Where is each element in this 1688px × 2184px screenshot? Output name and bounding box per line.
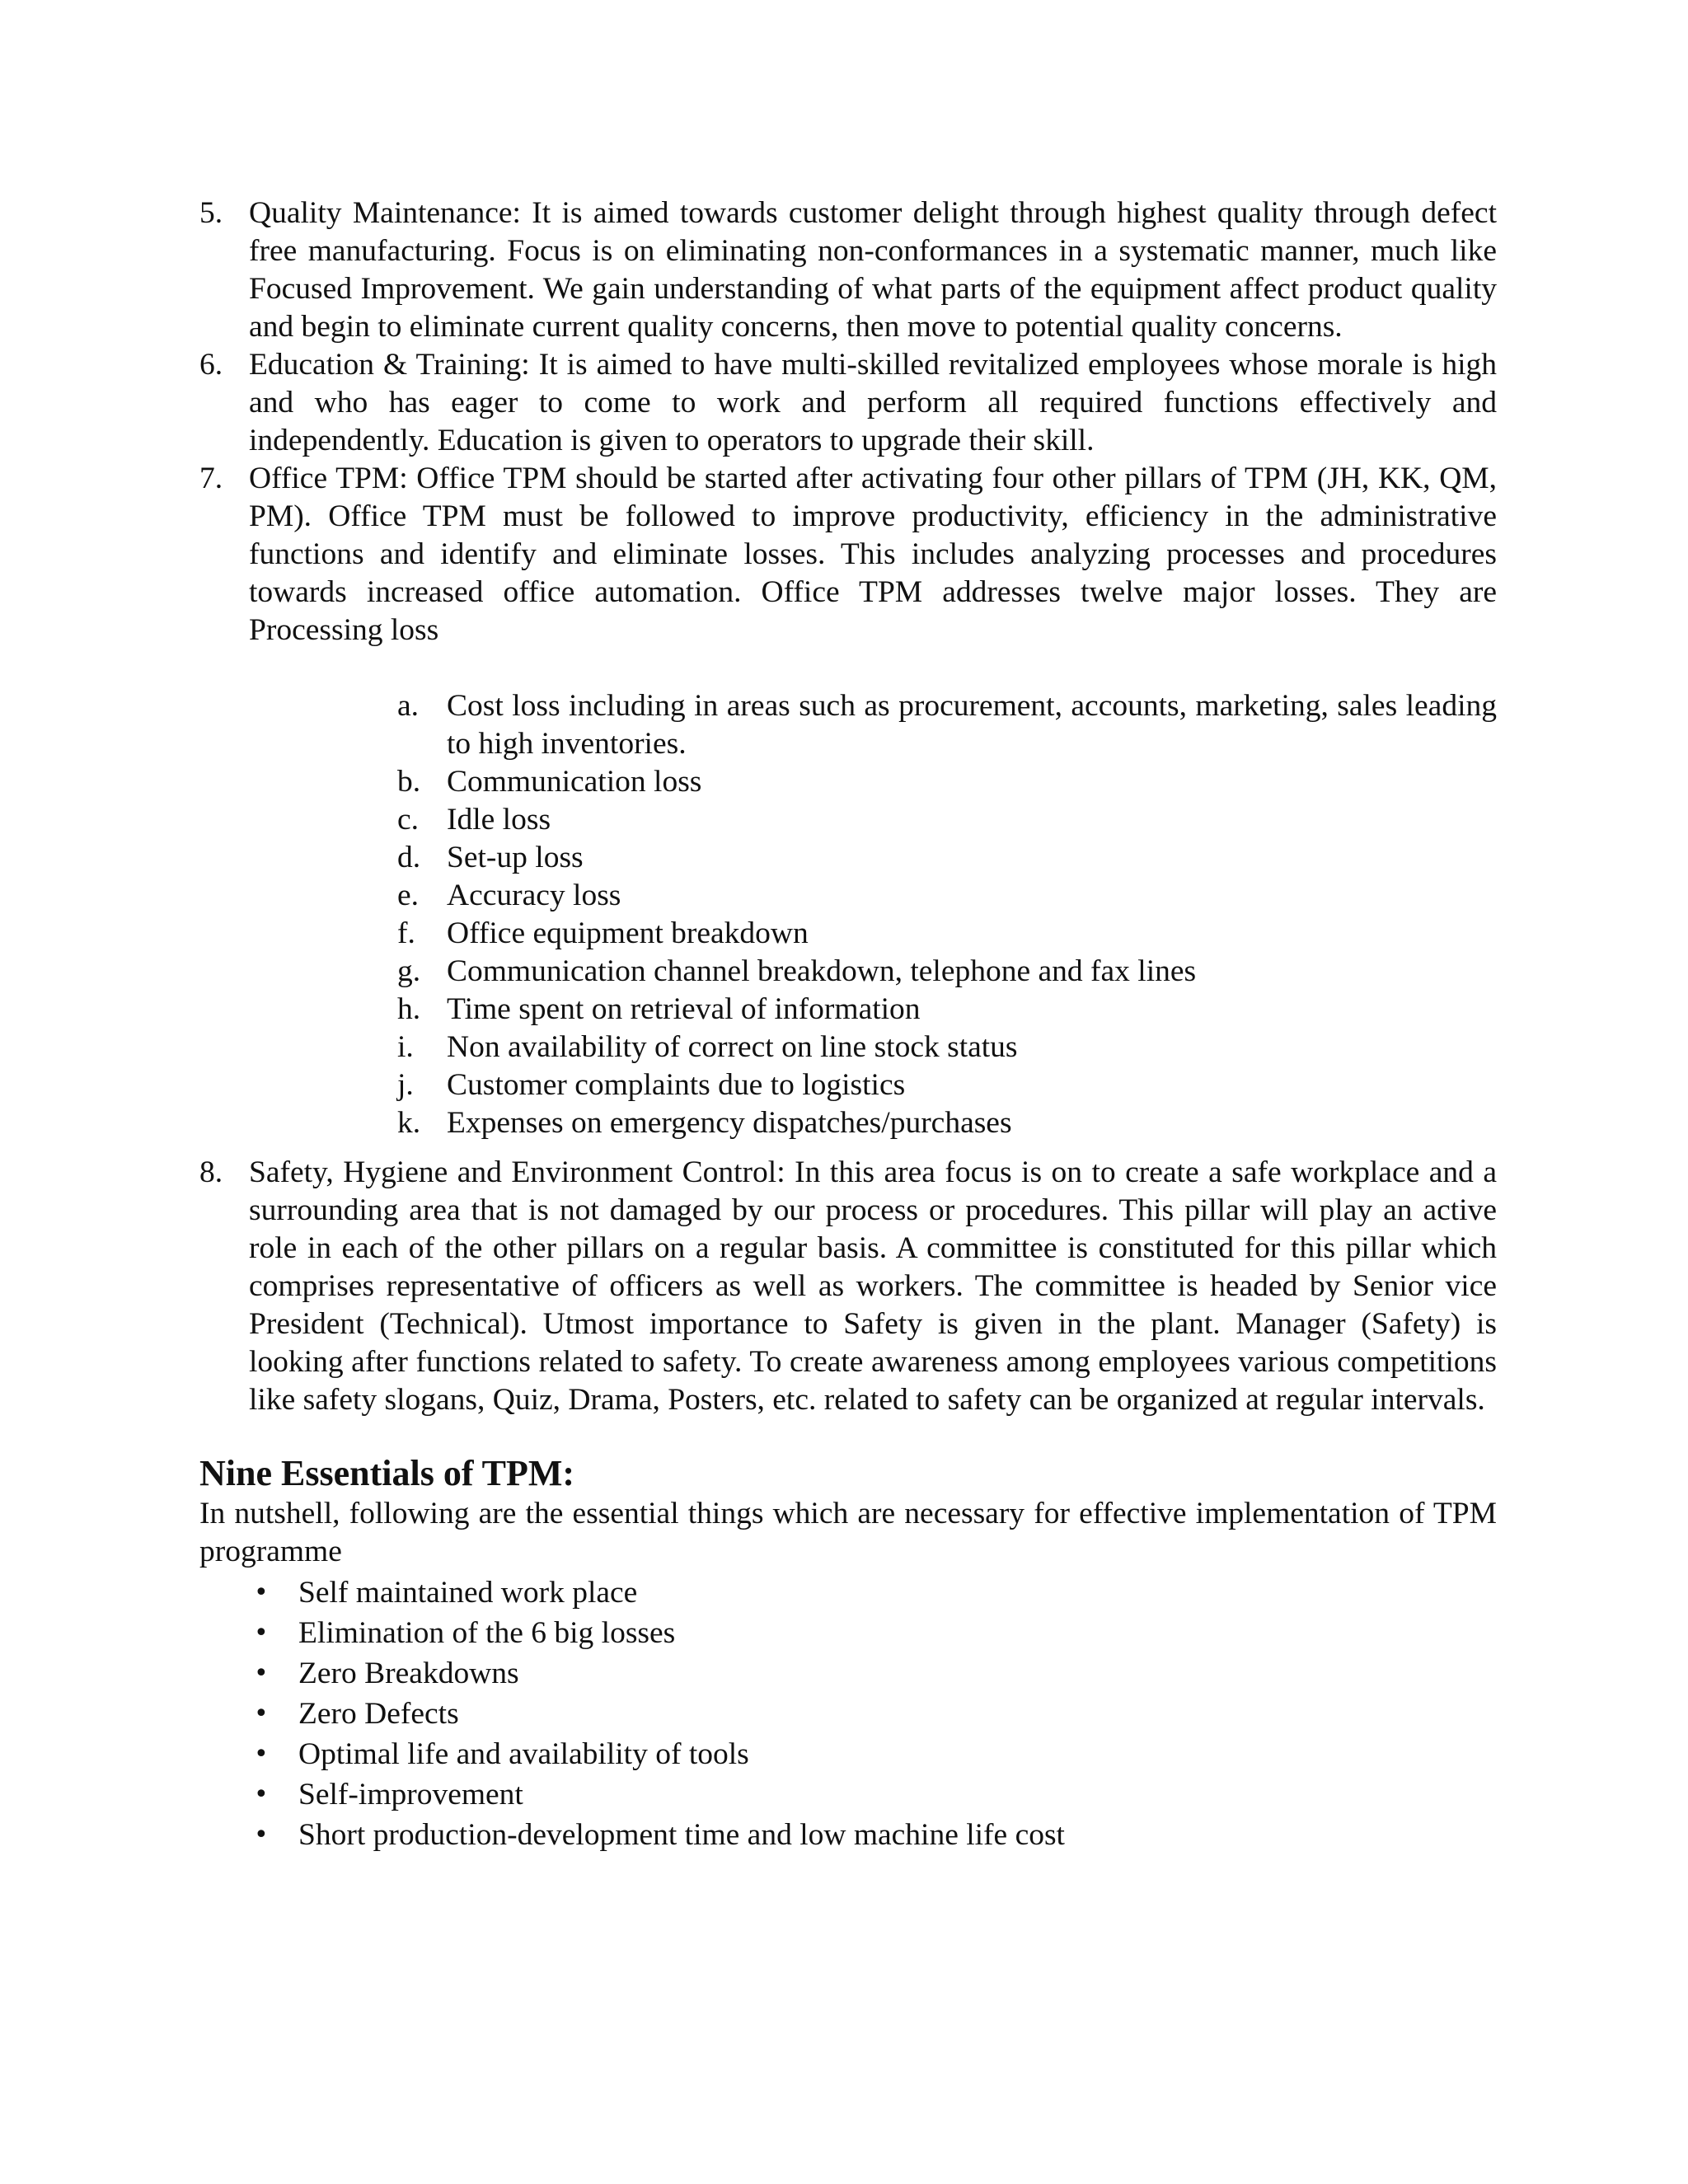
pillar-item-7 — [199, 460, 1497, 649]
loss-text: Non availability of correct on line stock status — [447, 1030, 1018, 1064]
loss-text: Communication channel breakdown, telephone and fax lines — [447, 954, 1197, 988]
office-losses-list — [199, 687, 1497, 1142]
document-page — [199, 194, 1497, 1855]
loss-item — [397, 839, 1497, 877]
list-item — [249, 1694, 1497, 1734]
bullet-icon: • — [254, 1780, 269, 1809]
list-item-text: Short production-development time and low machine life cost — [298, 1818, 1065, 1852]
list-item — [249, 1653, 1497, 1694]
loss-item — [397, 763, 1497, 801]
list-item-text: Zero Defects — [298, 1697, 459, 1731]
loss-item — [397, 991, 1497, 1029]
loss-text: Expenses on emergency dispatches/purchases — [447, 1106, 1012, 1140]
section-intro: In nutshell, following are the essential things which are necessary for effective implementation of TPM programme — [199, 1497, 1497, 1568]
list-item-text: Optimal life and availability of tools — [298, 1737, 749, 1771]
list-item — [249, 1613, 1497, 1653]
pillar-item-8 — [199, 1154, 1497, 1419]
pillar-item-5 — [199, 194, 1497, 346]
loss-letter: b. — [397, 765, 421, 799]
list-item-text: Self-improvement — [298, 1778, 523, 1811]
loss-item — [397, 801, 1497, 839]
loss-text: Cost loss including in areas such as procurement, accounts, marketing, sales leading to high inventories. — [447, 689, 1497, 761]
loss-letter: g. — [397, 954, 421, 988]
loss-item — [397, 1066, 1497, 1104]
pillar-text: Safety, Hygiene and Environment Control: In this area focus is on to create a safe workplace and a surrounding area that is not damaged by our process or procedures. This pillar will play an active role in each of the other pillars on a regular basis. A committee is constituted for this pillar which comprises representative of officers as well as workers. The committee is headed by Senior vice President (Technical). Utmost importance to Safety is given in the plant. Manager (Safety) is looking after functions related to safety. To create awareness among employees various competitions like safety slogans, Quiz, Drama, Posters, etc. related to safety can be organized at regular intervals. — [249, 1155, 1497, 1417]
loss-letter: i. — [397, 1030, 414, 1064]
pillar-text: Education & Training: It is aimed to have multi-skilled revitalized employees whose morale is high and who has eager to come to work and perform all required functions effectively and independently. Education is given to operators to upgrade their skill. — [249, 348, 1497, 457]
loss-letter: f. — [397, 916, 415, 950]
loss-text: Time spent on retrieval of information — [447, 992, 921, 1026]
pillar-number: 8. — [199, 1155, 223, 1189]
bullet-icon: • — [254, 1821, 269, 1849]
section-heading: Nine Essentials of TPM: — [199, 1453, 575, 1493]
pillar-item-6 — [199, 346, 1497, 460]
list-item-text: Elimination of the 6 big losses — [298, 1616, 676, 1650]
loss-item — [397, 1029, 1497, 1066]
loss-text: Communication loss — [447, 765, 702, 799]
loss-letter: d. — [397, 841, 421, 874]
bullet-icon: • — [254, 1699, 269, 1728]
loss-text: Customer complaints due to logistics — [447, 1068, 906, 1102]
list-item — [249, 1572, 1497, 1613]
pillar-text: Quality Maintenance: It is aimed towards customer delight through highest quality through defect free manufacturing. Focus is on eliminating non-conformances in a systematic manner, much like Focused Improvement. We gain understanding of what parts of the equipment affect product quality and begin to eliminate current quality concerns, then move to potential quality concerns. — [249, 196, 1497, 344]
list-item — [249, 1734, 1497, 1774]
pillar-number: 7. — [199, 462, 223, 495]
bullet-icon: • — [254, 1740, 269, 1769]
bullet-icon: • — [254, 1659, 269, 1688]
loss-text: Idle loss — [447, 803, 551, 837]
pillar-number: 6. — [199, 348, 223, 382]
list-item-text: Zero Breakdowns — [298, 1657, 519, 1690]
loss-letter: e. — [397, 879, 420, 912]
pillar-text: Office TPM: Office TPM should be started after activating four other pillars of TPM (JH, KK, QM, PM). Office TPM must be followed to improve productivity, efficiency in the administrative functions and identify and eliminate losses. This includes analyzing processes and procedures towards increased office automation. Office TPM addresses twelve major losses. They are Processing loss — [249, 462, 1497, 647]
loss-item — [397, 687, 1497, 763]
loss-item — [397, 1104, 1497, 1142]
bullet-icon: • — [254, 1578, 269, 1607]
loss-item — [397, 953, 1497, 991]
loss-item — [397, 915, 1497, 953]
loss-letter: a. — [397, 689, 420, 723]
loss-letter: k. — [397, 1106, 421, 1140]
list-item-text: Self maintained work place — [298, 1576, 638, 1610]
loss-letter: h. — [397, 992, 421, 1026]
bullet-icon: • — [254, 1619, 269, 1647]
list-item — [249, 1774, 1497, 1815]
loss-text: Office equipment breakdown — [447, 916, 809, 950]
loss-letter: j. — [397, 1068, 414, 1102]
loss-text: Accuracy loss — [447, 879, 621, 912]
loss-item — [397, 877, 1497, 915]
essentials-list — [199, 1572, 1497, 1855]
loss-text: Set-up loss — [447, 841, 584, 874]
list-item — [249, 1815, 1497, 1855]
pillar-number: 5. — [199, 196, 223, 230]
loss-letter: c. — [397, 803, 420, 837]
